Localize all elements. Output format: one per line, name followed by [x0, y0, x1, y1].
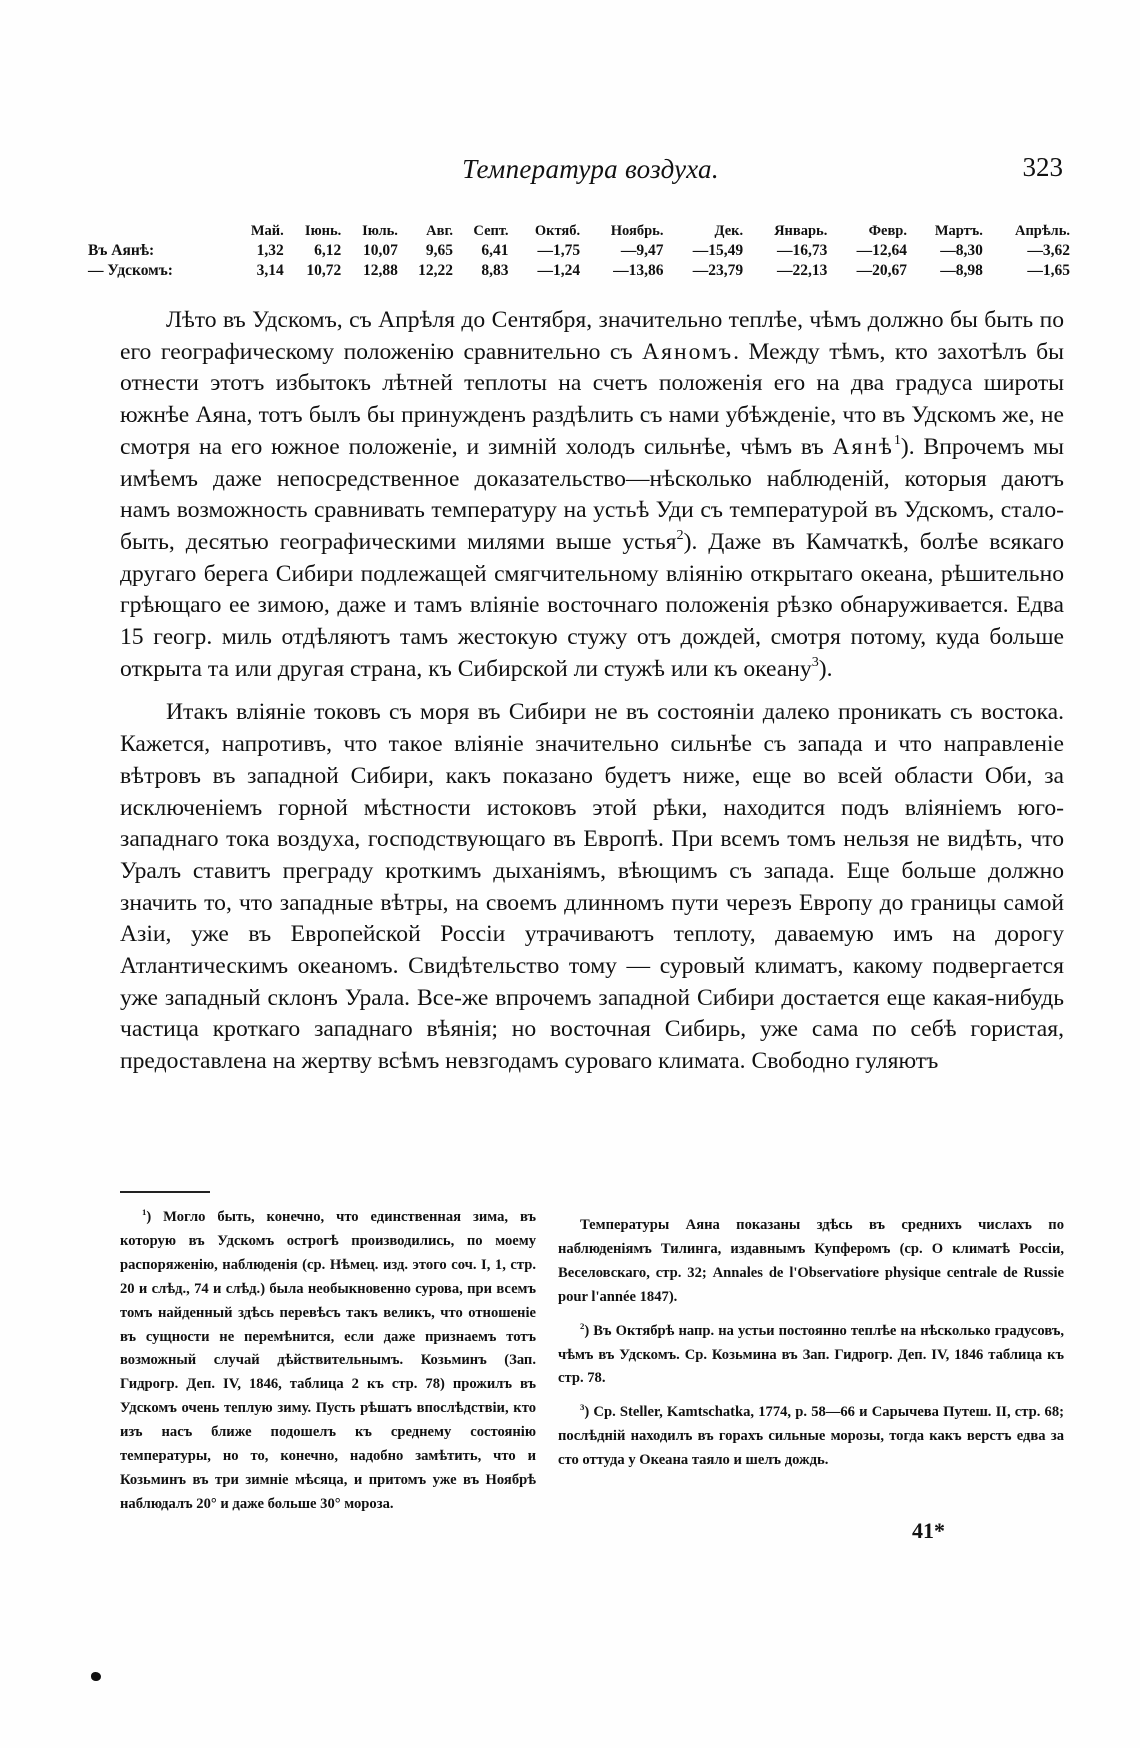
- paragraph-text: Лѣто въ Удскомъ, съ Апрѣля до Сентября, значительно теплѣе, чѣмъ должно бы быть по его географическому положенію сравнительно съ: [120, 307, 1064, 365]
- table-cell: 3,14: [256, 262, 284, 279]
- column-header: Январь.: [774, 223, 828, 239]
- table-cell: —3,62: [1027, 242, 1070, 259]
- footnote-divider: [120, 1191, 210, 1193]
- column-header: Авг.: [426, 223, 454, 239]
- table-cell: —12,64: [856, 242, 907, 259]
- running-header: [118, 152, 1063, 192]
- column-header: Ноябрь.: [610, 223, 664, 239]
- table-header-row: [88, 223, 1070, 242]
- row-label: — Удскомъ:: [88, 262, 173, 279]
- paragraph-1: [120, 305, 1064, 685]
- signature-mark: 41*: [912, 1518, 945, 1543]
- table-cell: 9,65: [425, 242, 454, 259]
- table-cell: 6,12: [314, 242, 342, 259]
- table-cell: —22,13: [776, 262, 828, 279]
- table-cell: 10,07: [363, 242, 398, 259]
- table-cell: —23,79: [692, 262, 744, 279]
- ink-spot-icon: [91, 1672, 101, 1681]
- footnote-ref-3: 3: [811, 653, 819, 670]
- column-header: Мартъ.: [934, 223, 983, 239]
- paragraph-2: Итакъ вліяніе токовъ съ моря въ Сибири не въ состояніи далеко проникать съ востока. Кажется, напротивъ, что такое вліяніе значительно сильнѣе съ запада и что направленіе вѣтровъ въ западной Сибири, какъ показано будетъ ниже, еще во всей области Оби, за исключеніемъ горной мѣстности истоковъ этой рѣки, находится подъ вліяніемъ юго-западнаго тока воздуха, господствующаго въ Европѣ. При всемъ томъ нельзя не видѣть, что Уралъ ставитъ преграду кроткимъ дыханіямъ, вѣющимъ съ запада. Еще больше должно значить то, что западные вѣтры, на своемъ длинномъ пути черезъ Европу до границы самой Азіи, уже въ Европейской Россіи утрачиваютъ теплоту, даваемую имъ на дорогу Атлантическимъ океаномъ. Свидѣтельство тому — суровый климатъ, какому подвергается уже западный склонъ Урала. Все-же впрочемъ западной Сибири достается еще какая-нибудь частица кроткаго западнаго вѣянія; но восточная Сибирь, уже сама по себѣ гористая, предоставлена на жертву всѣмъ невзгодамъ суроваго климата. Свободно гуляютъ: [120, 699, 1064, 1075]
- footnote-1-continuation: Температуры Аяна показаны здѣсь въ среднихъ числахъ по наблюденіямъ Тилинга, издавнымъ Купферомъ (ср. О климатѣ Россіи, Веселовскаго, стр. 32; Annales de l'Observatiore physique centrale de Russie pour l'année 1847).: [558, 1217, 1064, 1305]
- table-cell: 10,72: [306, 262, 342, 279]
- column-header: Февр.: [868, 223, 907, 239]
- column-header: Іюль.: [362, 223, 398, 239]
- footnote-1: [120, 1206, 536, 1517]
- table-cell: —9,47: [620, 242, 664, 259]
- table-row-ayan: [88, 242, 1070, 262]
- emphasized-name: Аяномъ: [642, 338, 734, 365]
- row-label: Въ Аянѣ:: [88, 242, 155, 259]
- footnotes-right-column: [558, 1214, 1064, 1473]
- table-cell: 1,32: [256, 242, 284, 259]
- footnote-text: ) Въ Октябрѣ напр. на устьи постоянно теплѣе на нѣсколько градусовъ, чѣмъ въ Удскомъ. Ср. Козьмина въ Зап. Гидрогр. Деп. IV, 1846 таблица къ стр. 78.: [558, 1322, 1064, 1387]
- column-header: Май.: [250, 223, 284, 239]
- table-corner: [88, 223, 232, 242]
- table-cell: —15,49: [692, 242, 744, 259]
- footnote-ref-1: 1: [893, 431, 901, 448]
- table-cell: —1,75: [537, 242, 581, 259]
- table-cell: —8,30: [940, 242, 983, 259]
- emphasized-name: Аянѣ: [832, 433, 894, 460]
- table-cell: 12,22: [418, 262, 454, 279]
- table-cell: —1,24: [537, 262, 581, 279]
- running-title: Температура воздуха.: [462, 154, 719, 184]
- table-cell: 12,88: [363, 262, 398, 279]
- table-cell: —1,65: [1027, 262, 1070, 279]
- footnote-marker: 1: [142, 1206, 147, 1217]
- paragraph-text: . Между тѣмъ, кто захотѣлъ бы отнести этотъ избытокъ лѣтней теплоты на счетъ положенія его на два градуса широты южнѣе Аяна, тотъ былъ бы принужденъ раздѣлить съ нами убѣжденіе, что въ Удскомъ же, не смотря на его южное положеніе, и зимній холодъ сильнѣе, чѣмъ въ: [120, 338, 1065, 460]
- footnote-ref-2: 2: [676, 527, 684, 544]
- table-cell: 6,41: [481, 242, 509, 259]
- column-header: Дек.: [714, 223, 744, 239]
- temperature-table: [88, 223, 1070, 282]
- footnote-3: [558, 1401, 1064, 1473]
- table-cell: —8,98: [940, 262, 983, 279]
- page-number: 323: [1022, 152, 1063, 182]
- column-header: Апрѣль.: [1014, 223, 1070, 239]
- footnote-marker: 3: [580, 1402, 585, 1413]
- paragraph-text: ). Впрочемъ мы имѣемъ даже непосредственное доказательство—нѣсколько наблюденій, которыя даютъ намъ возможность сравнивать температуру на устьѣ Уди съ температурой въ Удскомъ, стало-быть, десятью географическими милями выше устья: [120, 433, 1064, 555]
- column-header: Септ.: [473, 223, 509, 239]
- paragraph-text: ).: [818, 655, 833, 682]
- table-row-udskoy: [88, 262, 1070, 282]
- table-cell: —16,73: [776, 242, 828, 259]
- column-header: Октяб.: [534, 223, 581, 239]
- main-text: [120, 305, 1064, 1078]
- footnote-text: ) Могло быть, конечно, что единственная зима, въ которую въ Удскомъ острогѣ производились, по моему распоряженію, наблюденія (ср. Нѣмец. изд. этого соч. I, 1, стр. 20 и слѣд., 74 и слѣд.) была необыкновенно сурова, при всемъ томъ найденный здѣсь перевѣсъ такъ великъ, что отношеніе въ сущности не перемѣнится, если даже признаемъ тотъ возможный случай дѣйствительнымъ. Козьминъ (Зап. Гидрогр. Деп. IV, 1846, таблица 2 къ стр. 78) прожилъ въ Удскомъ очень теплую зиму. Пусть рѣшатъ впослѣдствіи, кто изъ насъ ближе подошелъ къ среднему состоянію температуры, но то, конечно, надобно замѣтить, что и Козьминъ въ три зимніе мѣсяца, и притомъ уже въ Ноябрѣ наблюдалъ 20° и даже больше 30° мороза.: [120, 1209, 536, 1512]
- table-cell: —20,67: [856, 262, 907, 279]
- footnote-marker: 2: [580, 1320, 585, 1331]
- column-header: Іюнь.: [304, 223, 342, 239]
- footnotes-left-column: [120, 1206, 536, 1517]
- footnote-2: [558, 1320, 1064, 1392]
- table-cell: 8,83: [481, 262, 509, 279]
- footnote-text: ) Ср. Steller, Kamtschatka, 1774, p. 58—66 и Сарычева Путеш. II, стр. 68; послѣдній находилъ въ горахъ сильные морозы, тогда какъ верстъ едва за сто оттуда у Океана таяло и шелъ дождь.: [558, 1404, 1064, 1469]
- paragraph-text: ). Даже въ Камчаткѣ, болѣе всякаго другаго берега Сибири подлежащей смягчительному вліянію открытаго океана, рѣшительно грѣющаго ее зимою, даже и тамъ вліяніе восточнаго положенія рѣзко обнаруживается. Едва 15 геогр. миль отдѣляютъ тамъ жестокую стужу отъ дождей, смотря потому, куда больше открыта та или другая страна, къ Сибирской ли стужѣ или къ океану: [120, 528, 1064, 682]
- table-cell: —13,86: [613, 262, 664, 279]
